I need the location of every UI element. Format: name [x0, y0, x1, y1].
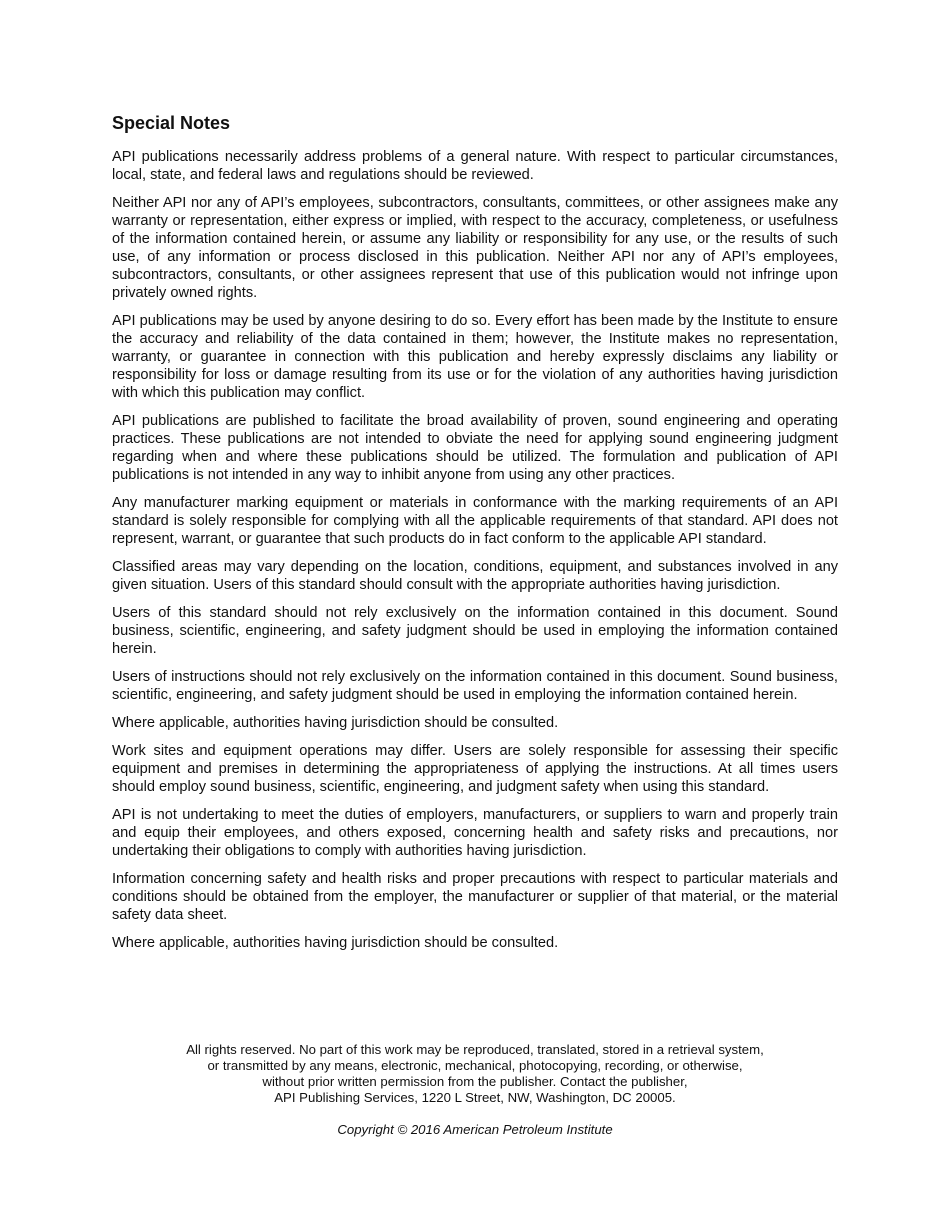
- paragraph-general-nature: API publications necessarily address problems of a general nature. With respect to particular circumstances, local, state, and federal laws and regulations should be reviewed.: [112, 149, 838, 183]
- publisher-address: API Publishing Services, 1220 L Street, NW, Washington, DC 20005.: [274, 1090, 676, 1105]
- copyright-notice: Copyright © 2016 American Petroleum Institute: [337, 1122, 613, 1137]
- footer: [0, 1042, 950, 1138]
- paragraph-authorities-1: Where applicable, authorities having jurisdiction should be consulted.: [112, 715, 559, 731]
- rights-line: without prior written permission from the publisher. Contact the publisher,: [262, 1074, 688, 1089]
- special-notes-section: [112, 112, 838, 962]
- rights-line: All rights reserved. No part of this work may be reproduced, translated, stored in a retrieval system,: [186, 1042, 764, 1057]
- paragraph-safety-information: Information concerning safety and health risks and proper precautions with respect to particular materials and conditions should be obtained from the employer, the manufacturer or supplier of that material, or the material safety data sheet.: [112, 871, 838, 923]
- paragraph-users-of-instructions: Users of instructions should not rely exclusively on the information contained in this document. Sound business, scientific, engineering, and safety judgment should be used in employing the information contained herein.: [112, 669, 838, 703]
- paragraph-classified-areas: Classified areas may vary depending on the location, conditions, equipment, and substances involved in any given situation. Users of this standard should consult with the appropriate authorities having jurisdiction.: [112, 559, 838, 593]
- paragraph-no-warranty: Neither API nor any of API’s employees, subcontractors, consultants, committees, or other assignees make any warranty or representation, either express or implied, with respect to the accuracy, completeness, or usefulness of the information contained herein, or assume any liability or responsibility for any use, or the results of such use, of any information or process disclosed in this publication. Neither API nor any of API’s employees, subcontractors, consultants, or other assignees represent that use of this publication would not infringe upon privately owned rights.: [112, 195, 838, 301]
- paragraph-use-by-anyone: API publications may be used by anyone desiring to do so. Every effort has been made by the Institute to ensure the accuracy and reliability of the data contained in them; however, the Institute makes no representation, warranty, or guarantee in connection with this publication and hereby expressly disclaims any liability or responsibility for loss or damage resulting from its use or for the violation of any authorities having jurisdiction with which this publication may conflict.: [112, 313, 838, 401]
- paragraph-work-sites: Work sites and equipment operations may differ. Users are solely responsible for assessing their specific equipment and premises in determining the appropriateness of applying the instructions. At all times users should employ sound business, scientific, engineering, and judgment safety when using this standard.: [112, 743, 838, 795]
- paragraph-duties: API is not undertaking to meet the duties of employers, manufacturers, or suppliers to warn and properly train and equip their employees, and others exposed, concerning health and safety risks and precautions, nor undertaking their obligations to comply with authorities having jurisdiction.: [112, 807, 838, 859]
- paragraph-manufacturer-marking: Any manufacturer marking equipment or materials in conformance with the marking requirements of an API standard is solely responsible for complying with all the applicable requirements of that standard. API does not represent, warrant, or guarantee that such products do in fact conform to the applicable API standard.: [112, 495, 838, 547]
- rights-line: or transmitted by any means, electronic, mechanical, photocopying, recording, or otherwise,: [207, 1058, 743, 1073]
- page-title: Special Notes: [112, 113, 231, 133]
- paragraph-authorities-2: Where applicable, authorities having jurisdiction should be consulted.: [112, 935, 559, 951]
- paragraph-users-of-standard: Users of this standard should not rely exclusively on the information contained in this document. Sound business, scientific, engineering, and safety judgment should be used in employing the information contained herein.: [112, 605, 838, 657]
- paragraph-purpose: API publications are published to facilitate the broad availability of proven, sound engineering and operating practices. These publications are not intended to obviate the need for applying sound engineering judgment regarding when and where these publications should be utilized. The formulation and publication of API publications is not intended in any way to inhibit anyone from using any other practices.: [112, 413, 838, 483]
